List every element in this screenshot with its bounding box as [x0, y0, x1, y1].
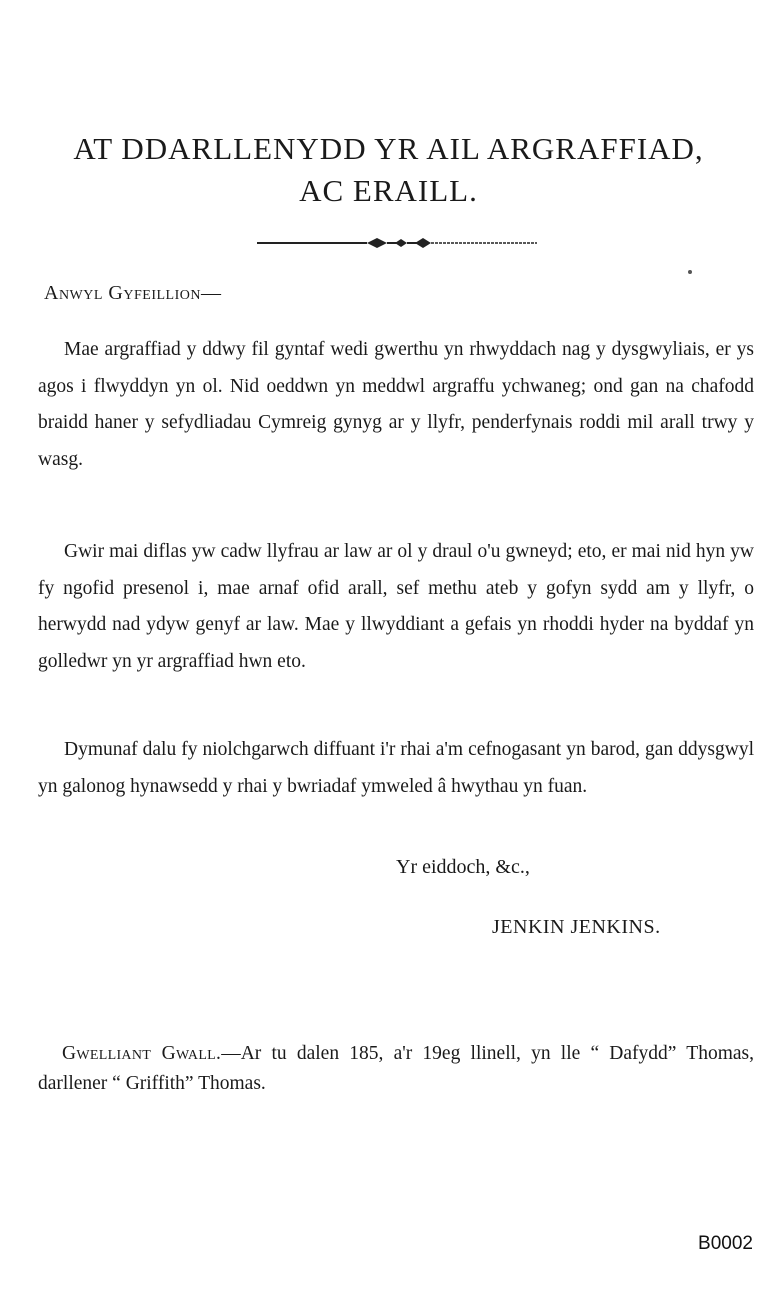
signature: JENKIN JENKINS.	[492, 916, 661, 938]
erratum-note	[38, 1039, 754, 1099]
paragraph-text: Mae argraffiad y ddwy fil gyntaf wedi gwerthu yn rhwyddach nag y dysgwyliais, er ys agos i flwyddyn yn ol. Nid oeddwn yn meddwl argraffu ychwaneg; ond gan na chafodd braidd haner y sefydliadau Cymreig gynyg ar y llyfr, penderfynais roddi mil arall trwy y wasg.	[38, 339, 754, 470]
paragraph-3	[38, 732, 754, 825]
paragraph-text: Gwir mai diflas yw cadw llyfrau ar law ar ol y draul o'u gwneyd; eto, er mai nid hyn yw fy ngofid presenol i, mae arnaf ofid arall, sef methu ateb y gofyn sydd am y llyfr, o herwydd nad ydyw genyf ar law. Mae y llwyddiant a gefais yn rhoddi hyder na byddaf yn golledwr yn yr argraffiad hwn eto.	[38, 541, 754, 672]
title-line-1: AT DDARLLENYDD YR AIL ARGRAFFIAD,	[73, 131, 704, 166]
erratum-label: Gwelliant Gwall.	[62, 1043, 222, 1064]
page-title	[0, 128, 777, 212]
paragraph-text: Dymunaf dalu fy niolchgarwch diffuant i'r rhai a'm cefnogasant yn barod, gan ddysgwyl yn galonog hynawsedd y rhai y bwriadaf ymweled â hwythau yn fuan.	[38, 739, 754, 797]
print-speck	[688, 270, 692, 274]
ornamental-rule-icon	[257, 236, 537, 250]
paragraph-2	[38, 534, 754, 700]
erratum-text: —Ar tu dalen 185, a'r 19eg llinell, yn lle “ Dafydd” Thomas, darllener “ Griffith” Thomas.	[38, 1043, 754, 1094]
salutation: Anwyl Gyfeillion—	[44, 282, 222, 304]
closing: Yr eiddoch, &c.,	[396, 856, 530, 878]
title-line-2: AC ERAILL.	[299, 173, 478, 208]
paragraph-1	[38, 332, 754, 498]
catalog-id: B0002	[698, 1233, 753, 1254]
